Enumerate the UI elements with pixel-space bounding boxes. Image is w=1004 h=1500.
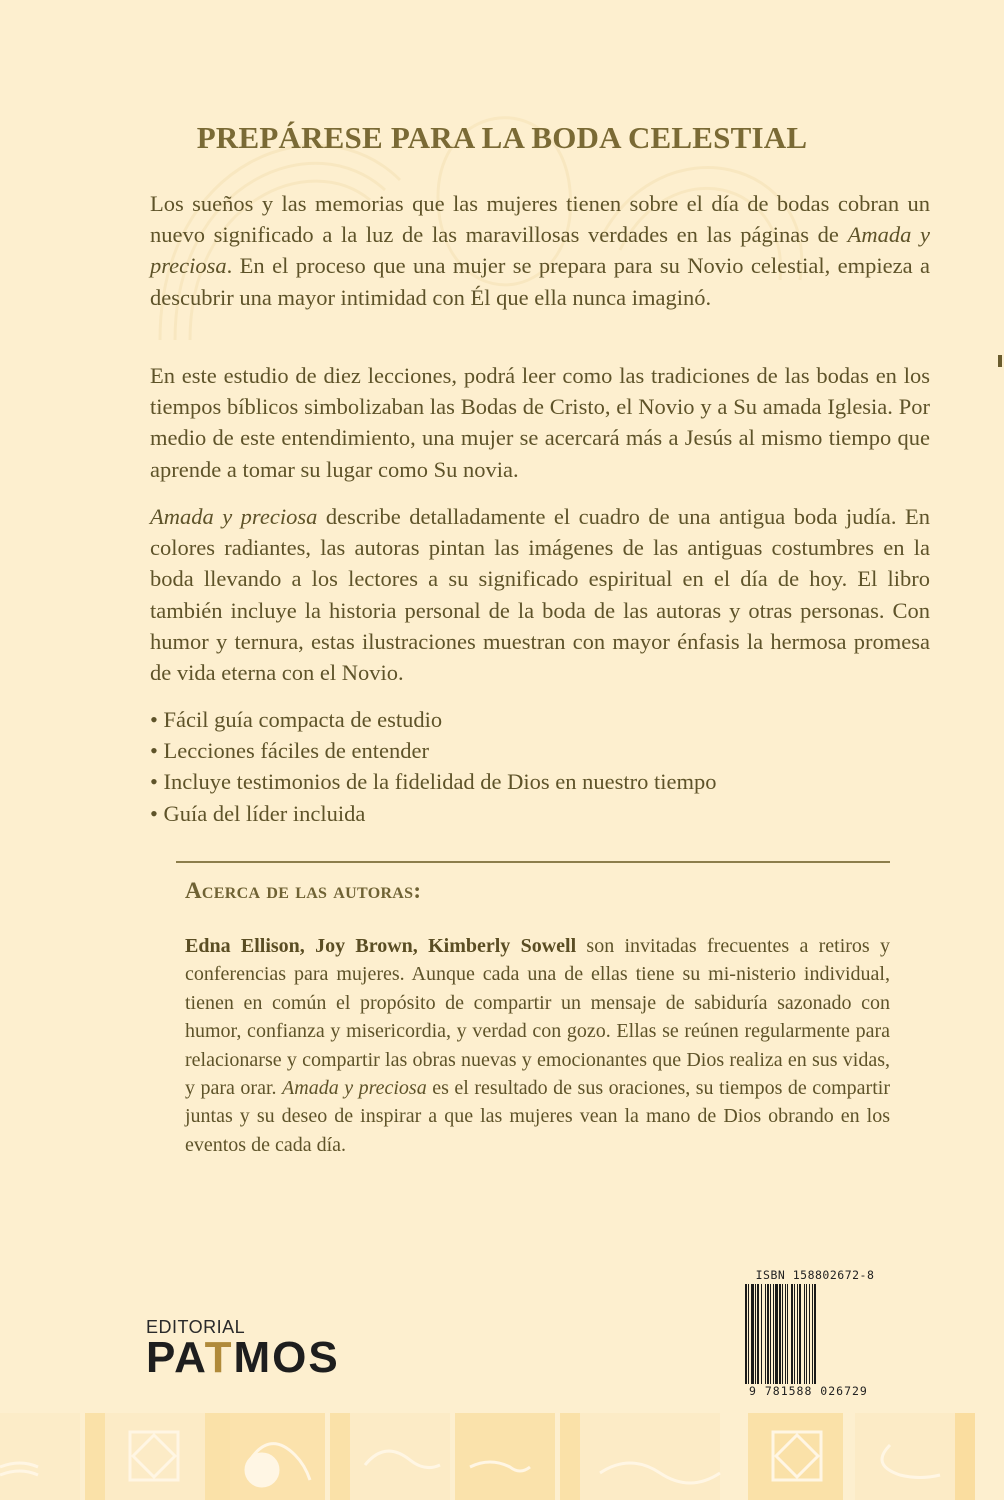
publisher-logo [146,1318,340,1380]
edge-mark [998,355,1002,367]
feature-item: • Lecciones fáciles de entender [150,735,717,766]
barcode-bars [745,1284,885,1384]
publisher-name [146,1333,340,1382]
book-title-italic: Amada y preciosa [150,222,931,279]
ean-digits: 9 781588 026729 [749,1384,868,1398]
footer-panel [205,1413,230,1500]
intro-paragraph [150,188,930,313]
page-title: PREPÁRESE PARA LA BODA CELESTIAL [196,120,808,155]
footer-panel [350,1413,450,1500]
book-title-italic: Amada y preciosa [282,1077,427,1100]
feature-item: • Incluye testimonios de la fidelidad de Dios en nuestro tiempo [150,766,717,797]
author-names: Edna Ellison, Joy Brown, Kimberly Sowell [185,935,577,957]
text-segment: . En el proceso que una mujer se prepara para su Novio celestial, empieza a descubrir una mayor intimidad con Él que ella nunca imaginó. [150,253,930,310]
feature-item: • Fácil guía compacta de estudio [150,704,717,735]
book-title-italic: Amada y preciosa [150,504,318,529]
publisher-name-gold: T [204,1333,234,1382]
publisher-name-part: PA [146,1333,205,1382]
description-paragraph [150,501,930,688]
footer-panel [560,1413,580,1500]
footer-panel [748,1413,843,1500]
features-list [150,704,717,829]
text-segment: es el resultado de sus oraciones, su tiempos de compartir juntas y su deseo de inspirar a que las mujeres vean la mano de Dios obrando en los eventos de cada día. [185,1077,890,1156]
feature-item: • Guía del líder incluida [150,798,717,829]
isbn-barcode [745,1268,885,1403]
text-segment: describe detalladamente el cuadro de una antigua boda judía. En colores radiantes, las autoras pintan las imágenes de las antiguas costumbres en la boda llevando a los lectores a su significado espiritual en el día de hoy. El libro también incluye la historia personal de la boda de las autoras y otras personas. Con humor y ternura, estas ilustraciones muestran con mayor énfasis la hermosa promesa de vida eterna con el Novio. [150,504,930,686]
study-paragraph [150,360,930,485]
decorative-footer-band [0,1405,1004,1500]
text-segment: En este estudio de diez lecciones, podrá leer como las tradiciones de las bodas en los tiempos bíblicos simbolizaban las Bodas de Cristo, el Novio y a Su amada Iglesia. Por medio de este entendimiento, una mujer se acercará más a Jesús al mismo tiempo que aprende a tomar su lugar como Su novia. [150,363,930,482]
about-authors-text [185,932,890,1159]
footer-panel [330,1413,350,1500]
publisher-name-part: MOS [233,1333,340,1382]
footer-panel [230,1413,325,1500]
isbn-label: ISBN 158802672-8 [755,1268,875,1282]
footer-panel [855,1413,955,1500]
footer-panel [580,1413,720,1500]
footer-panel [85,1413,105,1500]
text-segment: son invitadas frecuentes a retiros y conferencias para mujeres. Aunque cada una de ellas tiene su mi-nisterio individual, tienen en común el propósito de compartir un mensaje de sabiduría sazonado con humor, confianza y misericordia, y verdad con gozo. Ellas se reúnen regularmente para relacionarse y compartir las obras nuevas y emocionantes que Dios realiza en sus vidas, y para orar. [185,935,890,1100]
publisher-label: EDITORIAL [146,1317,246,1337]
barcode-bar [816,1284,817,1384]
text-segment: Los sueños y las memorias que las mujeres tienen sobre el día de bodas cobran un nuevo significado a la luz de las maravillosas verdades en las páginas de [150,191,930,248]
footer-panel [105,1413,205,1500]
about-authors-heading: Acerca de las autoras: [185,878,422,903]
footer-panel [955,1413,975,1500]
section-divider [176,861,890,863]
footer-panel [455,1413,555,1500]
footer-panel [0,1413,80,1500]
